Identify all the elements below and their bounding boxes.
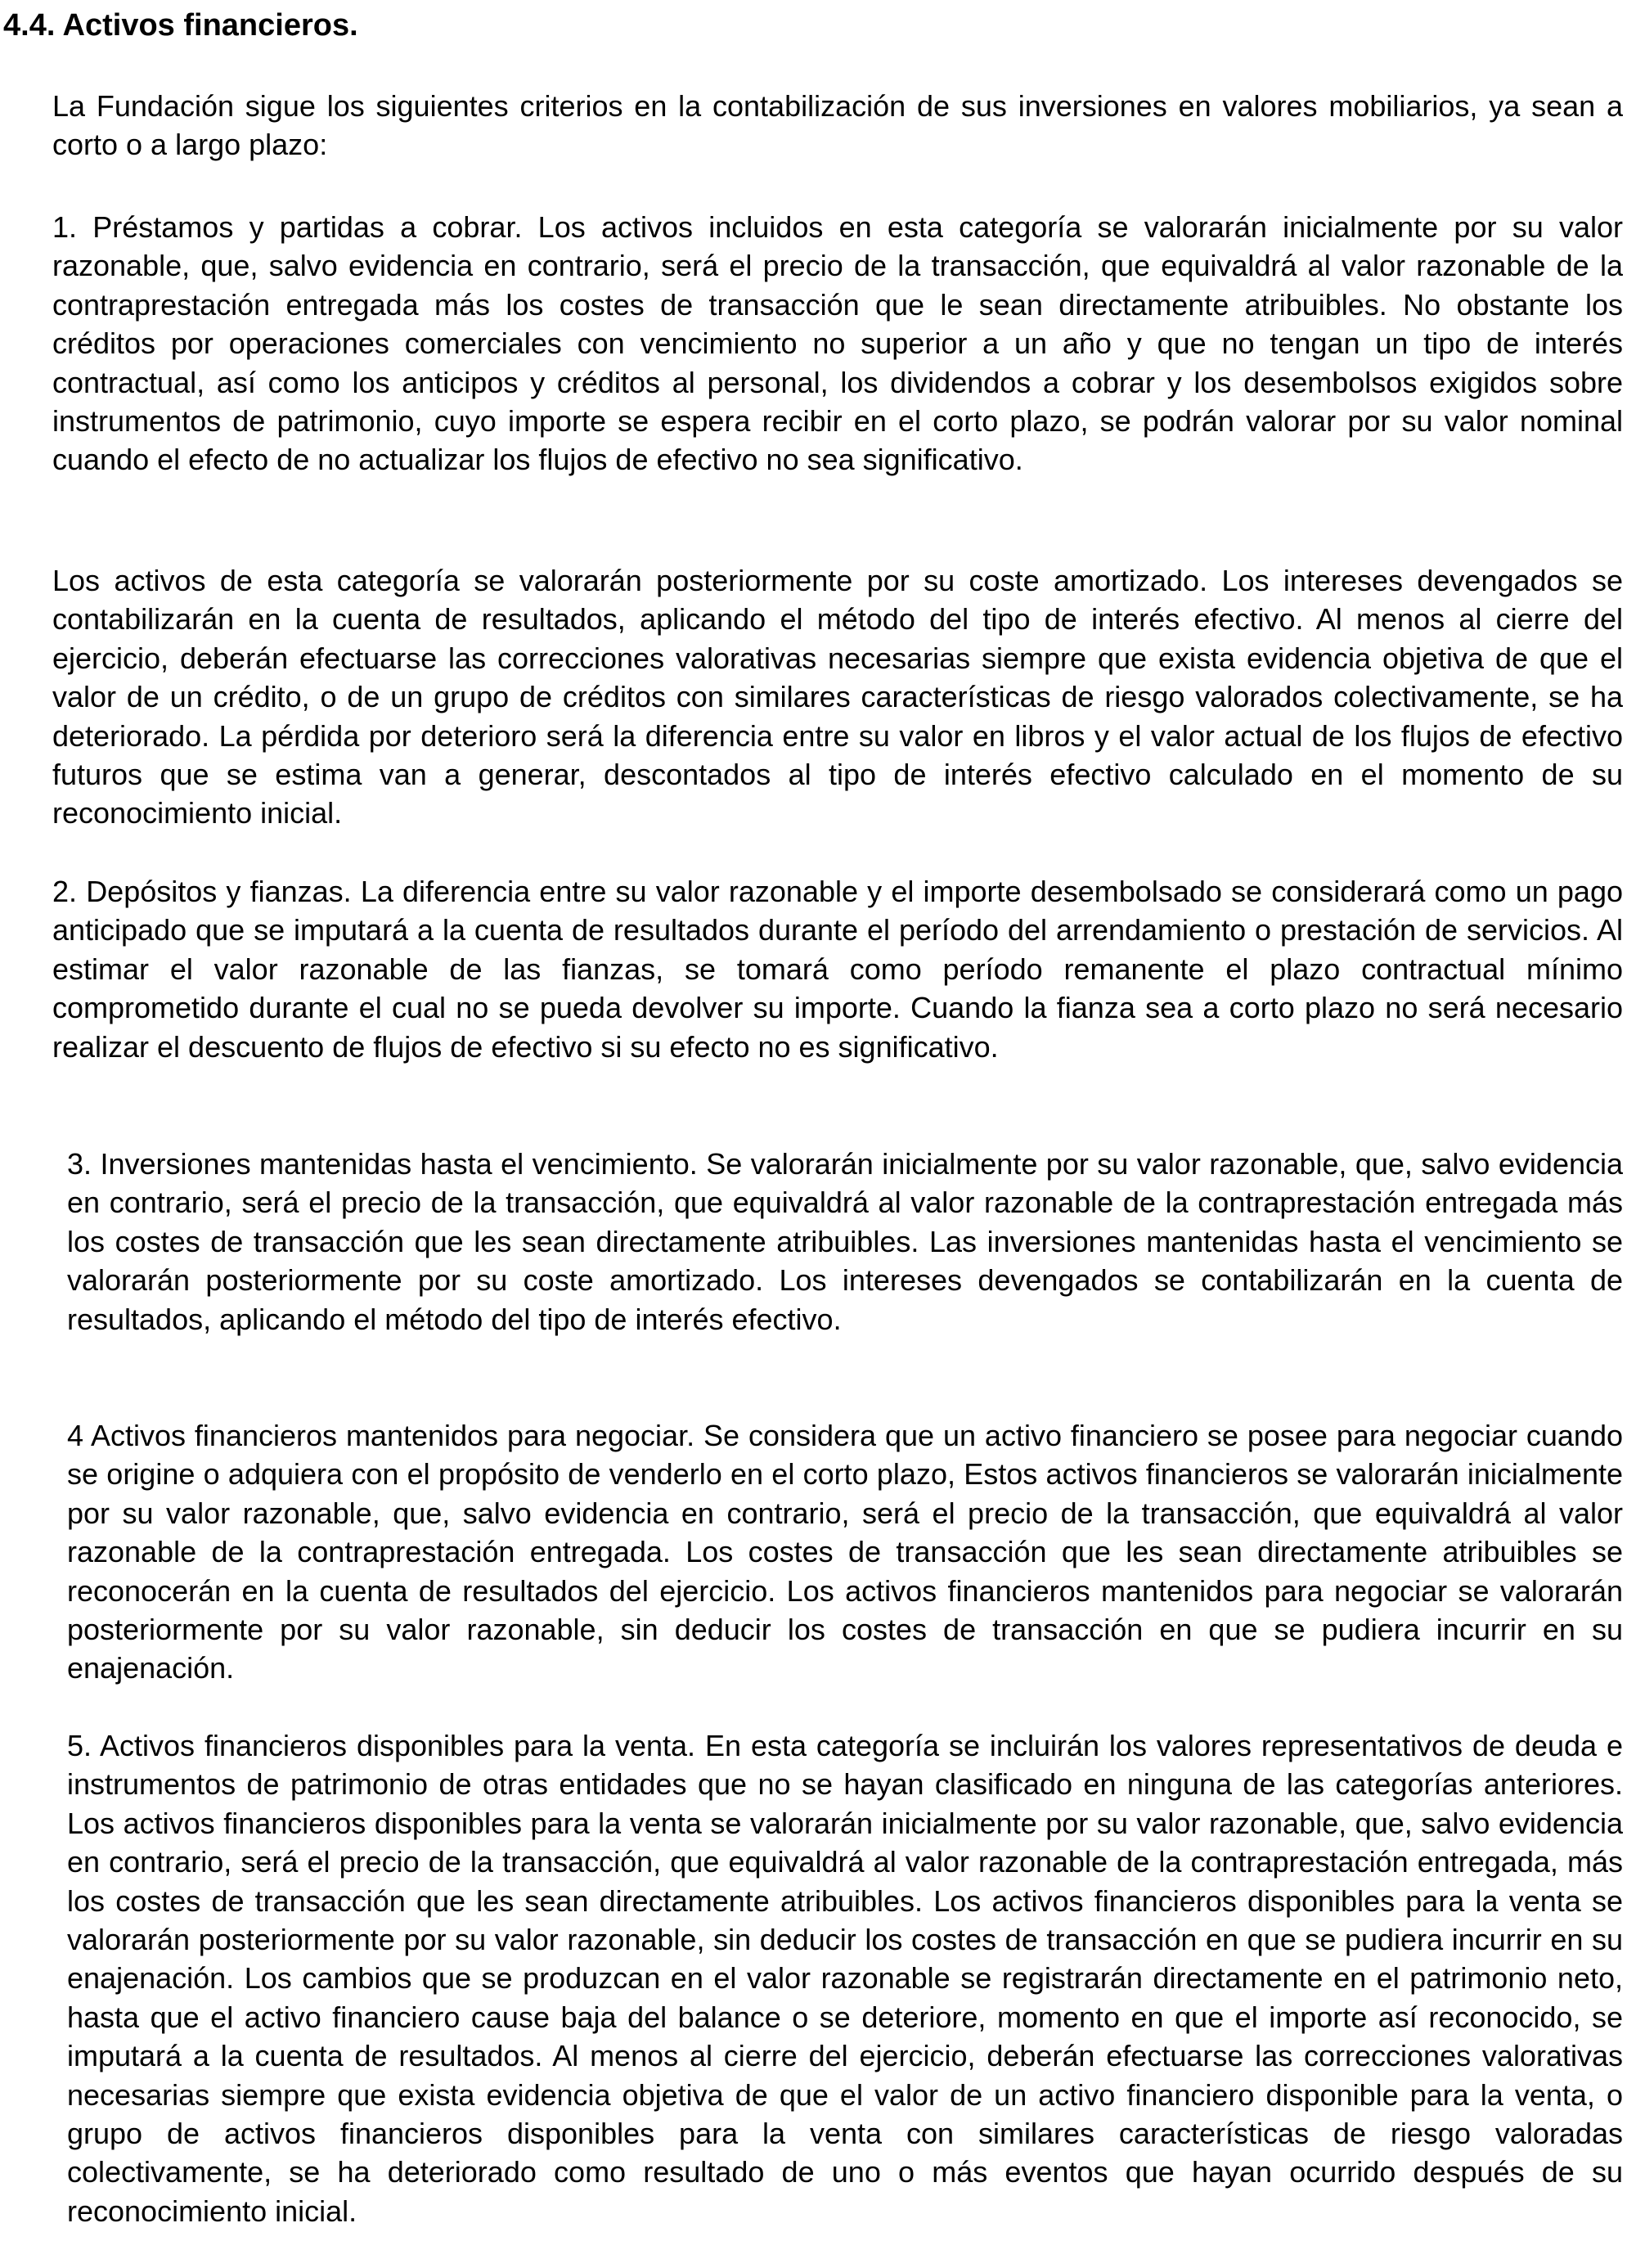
subsequent-valuation-paragraph: Los activos de esta categoría se valorarán posteriormente por su coste amortizado. Los intereses devengados se contabilizarán en la cuenta de resultados, aplicando el método del tipo de interés efectivo. Al menos al cierre del ejercicio, deberán efectuarse las correcciones valorativas necesarias siempre que exista evidencia objetiva de que el valor de un crédito, o de un grupo de créditos con similares características de riesgo valorados colectivamente, se ha deteriorado. La pérdida por deterioro será la diferencia entre su valor en libros y el valor actual de los flujos de efectivo futuros que se estima van a generar, descontados al tipo de interés efectivo calculado en el momento de su reconocimiento inicial. [52, 564, 1623, 830]
section-heading: 4.4. Activos financieros. [3, 8, 358, 43]
deposits-guarantees-paragraph: 2. Depósitos y fianzas. La diferencia entre su valor razonable y el importe desembolsado se considerará como un pago anticipado que se imputará a la cuenta de resultados durante el período del arrendamiento o prestación de servicios. Al estimar el valor razonable de las fianzas, se tomará como período remanente el plazo contractual mínimo comprometido durante el cual no se pueda devolver su importe. Cuando la fianza sea a corto plazo no será necesario realizar el descuento de flujos de efectivo si su efecto no es significativo. [52, 875, 1623, 1064]
held-for-trading-paragraph: 4 Activos financieros mantenidos para negociar. Se considera que un activo financiero se posee para negociar cuando se origine o adquiera con el propósito de venderlo en el corto plazo, Estos activos financieros se valorarán inicialmente por su valor razonable, que, salvo evidencia en contrario, será el precio de la transacción, que equivaldrá al valor razonable de la contraprestación entregada. Los costes de transacción que les sean directamente atribuibles se reconocerán en la cuenta de resultados del ejercicio. Los activos financieros mantenidos para negociar se valorarán posteriormente por su valor razonable, sin deducir los costes de transacción en que se pudiera incurrir en su enajenación. [67, 1419, 1623, 1685]
intro-paragraph: La Fundación sigue los siguientes criterios en la contabilización de sus inversiones en valores mobiliarios, ya sean a corto o a largo plazo: [52, 89, 1623, 162]
available-for-sale-paragraph: 5. Activos financieros disponibles para la venta. En esta categoría se incluirán los valores representativos de deuda e instrumentos de patrimonio de otras entidades que no se hayan clasificado en ninguna de las categorías anteriores. Los activos financieros disponibles para la venta se valorarán inicialmente por su valor razonable, que, salvo evidencia en contrario, será el precio de la transacción, que equivaldrá al valor razonable de la contraprestación entregada, más los costes de transacción que les sean directamente atribuibles. Los activos financieros disponibles para la venta se valorarán posteriormente por su valor razonable, sin deducir los costes de transacción en que se pudiera incurrir en su enajenación. Los cambios que se produzcan en el valor razonable se registrarán directamente en el patrimonio neto, hasta que el activo financiero cause baja del balance o se deteriore, momento en que el importe así reconocido, se imputará a la cuenta de resultados. Al menos al cierre del ejercicio, deberán efectuarse las correcciones valorativas necesarias siempre que exista evidencia objetiva de que el valor de un activo financiero disponible para la venta, o grupo de activos financieros disponibles para la venta con similares características de riesgo valoradas colectivamente, se ha deteriorado como resultado de uno o más eventos que hayan ocurrido después de su reconocimiento inicial. [67, 1729, 1623, 2228]
held-to-maturity-paragraph: 3. Inversiones mantenidas hasta el vencimiento. Se valorarán inicialmente por su valor razonable, que, salvo evidencia en contrario, será el precio de la transacción, que equivaldrá al valor razonable de la contraprestación entregada más los costes de transacción que les sean directamente atribuibles. Las inversiones mantenidas hasta el vencimiento se valorarán posteriormente por su coste amortizado. Los intereses devengados se contabilizarán en la cuenta de resultados, aplicando el método del tipo de interés efectivo. [67, 1147, 1623, 1336]
loans-receivables-paragraph: 1. Préstamos y partidas a cobrar. Los activos incluidos en esta categoría se valorarán inicialmente por su valor razonable, que, salvo evidencia en contrario, será el precio de la transacción, que equivaldrá al valor razonable de la contraprestación entregada más los costes de transacción que le sean directamente atribuibles. No obstante los créditos por operaciones comerciales con vencimiento no superior a un año y que no tengan un tipo de interés contractual, así como los anticipos y créditos al personal, los dividendos a cobrar y los desembolsos exigidos sobre instrumentos de patrimonio, cuyo importe se espera recibir en el corto plazo, se podrán valorar por su valor nominal cuando el efecto de no actualizar los flujos de efectivo no sea significativo. [52, 210, 1623, 477]
